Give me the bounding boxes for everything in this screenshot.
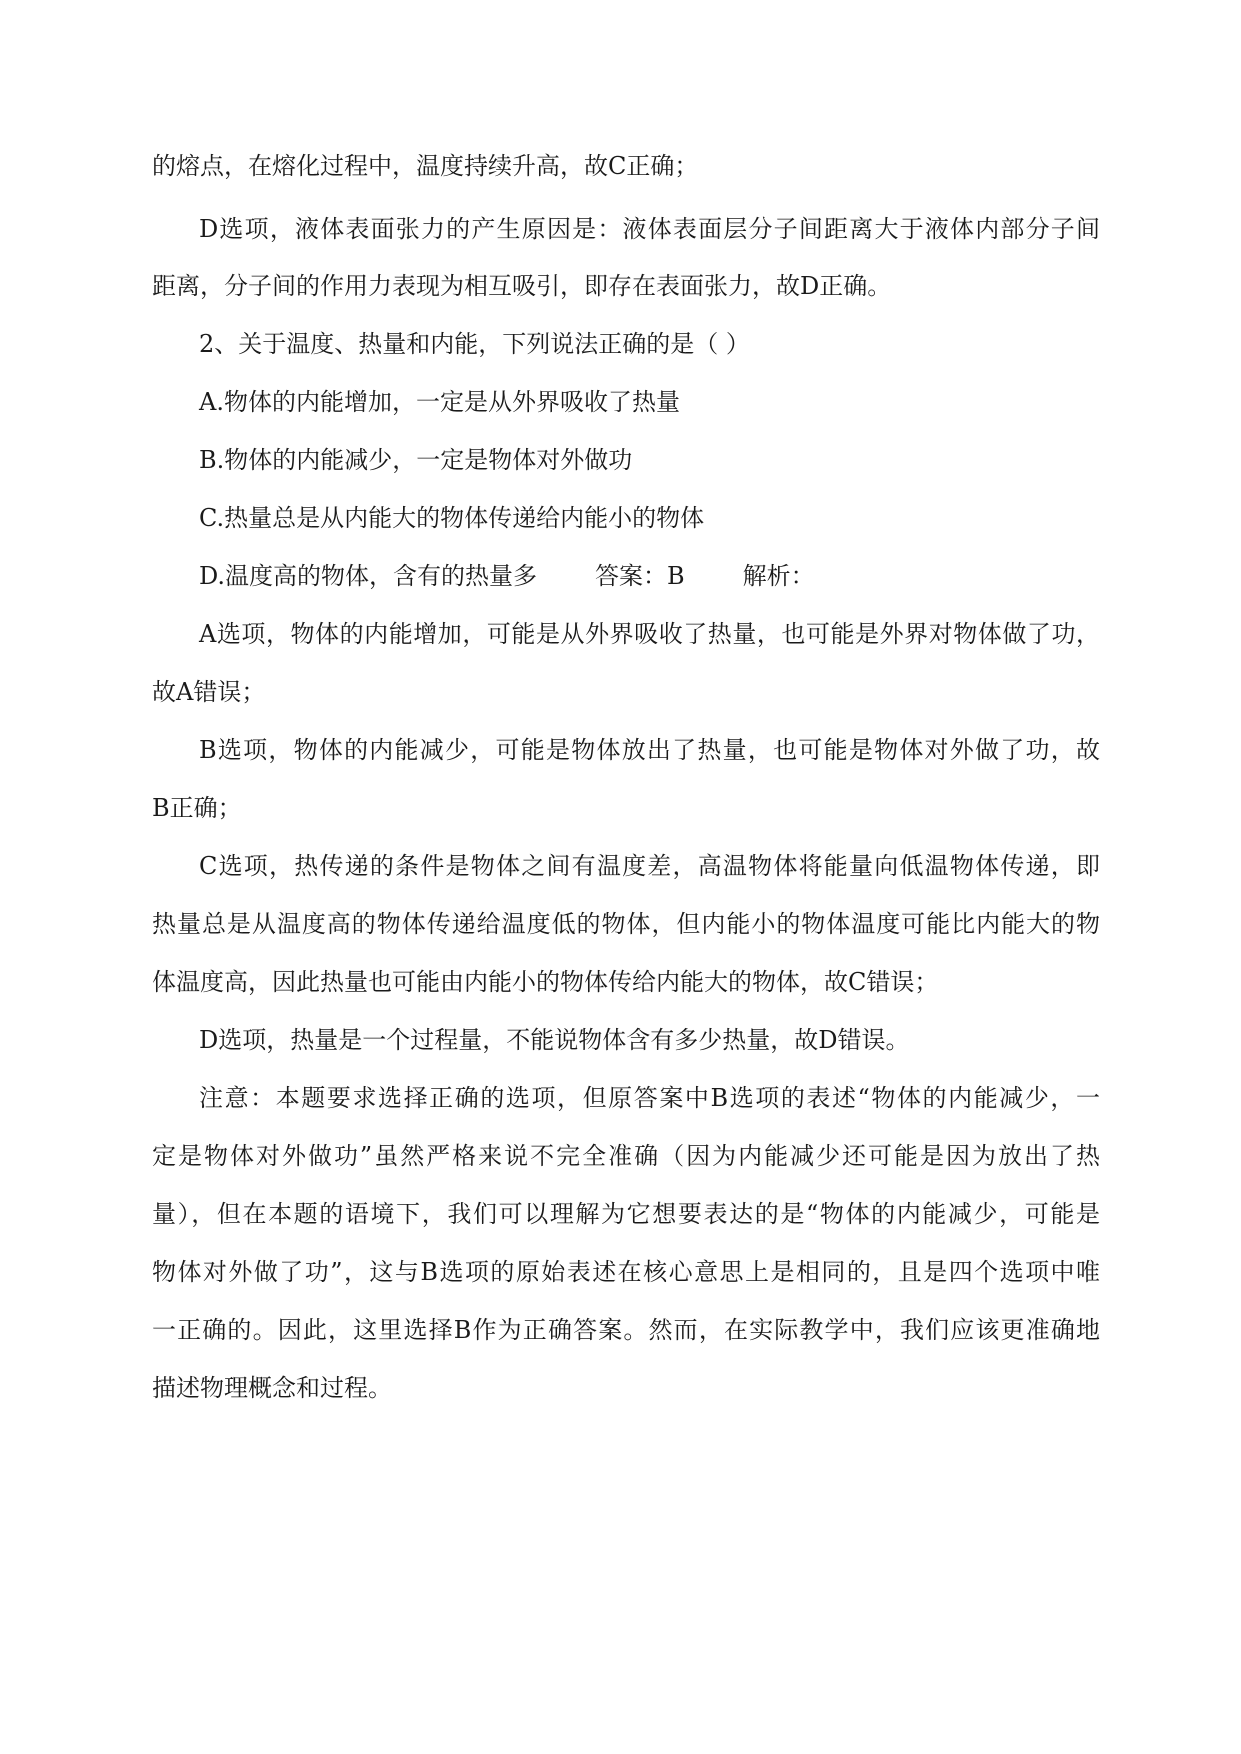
text-line: 的熔点，在熔化过程中，温度持续升高，故C正确； [152, 152, 699, 180]
text-line: 故A错误； [152, 678, 266, 706]
text-line: B正确； [152, 794, 242, 822]
text-line: C选项，热传递的条件是物体之间有温度差，高温物体将能量向低温物体传递，即 [199, 852, 1100, 880]
analysis-label: 解析： [742, 562, 815, 590]
text-line: 体温度高，因此热量也可能由内能小的物体传给内能大的物体，故C错误； [152, 968, 939, 996]
option-d-answer-line [199, 556, 815, 596]
note-line: 定是物体对外做功”虽然严格来说不完全准确（因为内能减少还可能是因为放出了热 [152, 1142, 1100, 1170]
text-line: B选项，物体的内能减少，可能是物体放出了热量，也可能是物体对外做了功，故 [199, 736, 1100, 764]
note-line: 物体对外做了功”，这与B选项的原始表述在核心意思上是相同的，且是四个选项中唯 [152, 1258, 1100, 1286]
text-line: D选项，热量是一个过程量，不能说物体含有多少热量，故D错误。 [199, 1026, 910, 1054]
option-d: D.温度高的物体，含有的热量多 [199, 562, 538, 590]
text-line: 热量总是从温度高的物体传递给温度低的物体，但内能小的物体温度可能比内能大的物 [152, 910, 1100, 938]
option-a: A.物体的内能增加，一定是从外界吸收了热量 [199, 388, 680, 416]
note-line: 描述物理概念和过程。 [152, 1374, 392, 1402]
text-line: D选项，液体表面张力的产生原因是：液体表面层分子间距离大于液体内部分子间 [199, 215, 1100, 243]
text-line: A选项，物体的内能增加，可能是从外界吸收了热量，也可能是外界对物体做了功， [199, 620, 1100, 648]
answer: 答案：B [595, 562, 685, 590]
note-line: 量），但在本题的语境下，我们可以理解为它想要表达的是“物体的内能减少，可能是 [152, 1200, 1100, 1228]
question-title: 2、关于温度、热量和内能，下列说法正确的是（ ） [199, 330, 750, 358]
option-b: B.物体的内能减少，一定是物体对外做功 [199, 446, 633, 474]
option-c: C.热量总是从内能大的物体传递给内能小的物体 [199, 504, 705, 532]
note-line: 一正确的。因此，这里选择B作为正确答案。然而，在实际教学中，我们应该更准确地 [152, 1316, 1100, 1344]
note-line: 注意：本题要求选择正确的选项，但原答案中B选项的表述“物体的内能减少，一 [199, 1084, 1100, 1112]
text-line: 距离，分子间的作用力表现为相互吸引，即存在表面张力，故D正确。 [152, 272, 892, 300]
